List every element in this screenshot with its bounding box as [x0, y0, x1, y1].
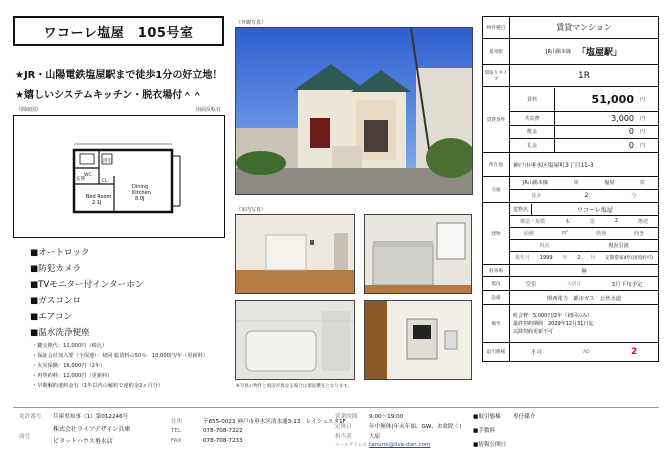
- license-value: 兵庫県知事（1）第012246号: [53, 414, 129, 420]
- mail-link[interactable]: tanumi@live-dan.com: [369, 442, 431, 448]
- floorplan-drawing: [14, 116, 224, 237]
- station-name: 「塩屋駅」: [576, 48, 622, 58]
- direction-value: 向き: [634, 230, 645, 237]
- money-label: 賃貸条件: [483, 87, 510, 152]
- bldg-name-label: 建物名: [510, 204, 532, 215]
- structure-floors: 2: [614, 218, 619, 224]
- vacancy-label: 現況: [483, 277, 510, 290]
- rent-value: 51,000: [591, 92, 634, 106]
- address-label: 所在地: [483, 153, 510, 176]
- feature-item: ■防犯カメラ: [30, 264, 82, 274]
- structure-unit: 造: [589, 218, 595, 225]
- walk-label: 徒歩: [531, 193, 542, 200]
- walk-value: 2: [584, 192, 589, 200]
- side-info-2: ■手数料: [473, 428, 496, 434]
- structure-floor-unit: 階建: [637, 218, 648, 225]
- deposit-unit: 円: [640, 129, 646, 135]
- side-info-1: ■取引態様: [473, 414, 501, 420]
- feature-list: [15, 246, 144, 338]
- area-unit: m²: [561, 230, 569, 236]
- common-fee-unit: 円: [640, 115, 646, 122]
- key-money-unit: 円: [640, 142, 646, 149]
- feature-item: ■温水洗浄便座: [30, 328, 90, 338]
- tel-label: TEL: [171, 428, 182, 434]
- floorplan-label-wc: WC: [84, 173, 92, 178]
- catch-copy-1: ★JR・山陽電鉄塩屋駅まで徒歩1分の好立地！: [15, 70, 223, 81]
- holiday-label: 定休日: [335, 424, 352, 430]
- note-line: ・火災保険：16,000円（2年）: [32, 363, 106, 369]
- area-label: 面積: [523, 230, 534, 237]
- floorplan-label-closet: CL: [102, 179, 108, 184]
- utility-label: 設備: [483, 291, 510, 304]
- key-money-value: 0: [628, 140, 634, 150]
- floorplan-room-bed-2: 2.1J: [92, 200, 102, 206]
- floorplan-rotation-note: 図面反転有: [196, 107, 222, 113]
- feature-item: ■オートロック: [30, 248, 90, 258]
- common-fee-value: 3,000: [611, 113, 634, 123]
- building-title: ワコーレ塩屋 105号室: [13, 16, 224, 46]
- mail-label: メールアドレス: [335, 443, 367, 448]
- deposit-value: 0: [628, 127, 634, 136]
- layout-label: 間取りタイプ: [483, 65, 510, 86]
- exterior-photo: [235, 27, 473, 195]
- ad-value: 2: [631, 347, 638, 357]
- person-value: 大原: [369, 434, 381, 440]
- fax-label: FAX: [171, 438, 182, 444]
- side-info-1-value: 専任媒介: [513, 414, 536, 420]
- bldg-name-value: ワコーレ塩屋: [577, 206, 613, 214]
- key-money-label: 礼金: [510, 139, 555, 152]
- deposit-label: 敷金: [510, 126, 555, 138]
- floorplan: [13, 115, 225, 238]
- company-label: 商号: [19, 434, 31, 440]
- station-label: 最寄駅: [483, 39, 510, 64]
- note-line: ・再契約料：11,000円（更新料）: [32, 373, 113, 379]
- floor-label: 階層: [596, 230, 607, 237]
- type-label: 物件種目: [483, 17, 510, 38]
- address-value: 〒655-0023 神戸市垂水区清水通3-13 レイシェスタ1F: [203, 419, 346, 425]
- property-table: [482, 16, 659, 362]
- interior-photo-room: [235, 214, 355, 294]
- catch-copy-2: ★嬉しいシステムキッチン・脱衣場付＾＾: [15, 90, 203, 101]
- fax-value: 078-708-7233: [203, 438, 243, 444]
- built-month-unit: 月: [590, 255, 596, 261]
- feature-item: ■ガスコンロ: [30, 296, 82, 306]
- structure-label: 構造・規模: [519, 218, 545, 225]
- access-line-unit: 線: [573, 180, 579, 187]
- ad-label: AD: [583, 349, 590, 355]
- interior-photo-label: 《室内写真》: [236, 207, 267, 213]
- side-info-3: ■情報公開日: [473, 442, 507, 448]
- note-line: ・鍵交換代：11,000円（税込）: [32, 343, 108, 349]
- tel-value[interactable]: 078-708-7222: [203, 428, 243, 434]
- access-station: 塩屋: [604, 180, 615, 187]
- address-label: 住所: [171, 419, 183, 425]
- floorplan-room-dk-3: 8.0J: [135, 196, 145, 202]
- remarks-line: 以降契約更新不可: [513, 328, 554, 335]
- building-section-label: 建物: [483, 203, 510, 264]
- exterior-photo-label: 《外観写真》: [236, 20, 267, 26]
- trade-label: 取引態様: [483, 343, 510, 361]
- parking-value: 無: [581, 268, 587, 275]
- interior-photo-kitchen: [364, 214, 472, 294]
- notes: [16, 342, 208, 389]
- note-line: ・保証会社加入要（全保連）：初回 総賃料の50％：10,000円/年（更新料）: [32, 353, 208, 359]
- move-in-label: 入居日: [567, 281, 581, 287]
- trade-value: 不可: [530, 350, 542, 356]
- floorplan-label-bath: 浴室: [103, 159, 112, 164]
- common-fee-label: 共益費: [510, 112, 555, 125]
- feature-item: ■TVモニター付インターホン: [30, 280, 144, 290]
- type-value: 賃貸マンション: [556, 23, 612, 32]
- rent-label: 賃料: [510, 88, 555, 111]
- built-label: 築年月: [514, 255, 530, 261]
- vacancy-value: 空室: [525, 281, 537, 288]
- station-line: JR山陽本線: [546, 49, 571, 55]
- floorplan-room-dk-1: Dining: [132, 184, 149, 190]
- remarks-line: 町会費：5,000円/2年（初回のみ）: [513, 312, 593, 319]
- floorplan-room-dk-2: Kitchen: [132, 190, 151, 196]
- address-value: 神戸市垂水区塩屋町3丁目11-3: [513, 163, 594, 169]
- feature-item: ■エアコン: [30, 312, 73, 322]
- holiday-value: 年中無休(年末年始、GW、お盆除く): [369, 424, 462, 430]
- built-year: 1999: [539, 254, 553, 261]
- utility-value: 関西電力 都市ガス 公営水道: [546, 295, 622, 302]
- access-line: JR山陽本線: [522, 180, 548, 187]
- built-month: 2: [577, 254, 581, 261]
- person-label: 担当者: [335, 434, 352, 440]
- note-line: ・早期解約違約金有（1年以内の解約で違約金2ヶ月分）: [32, 383, 164, 389]
- contract-value: 定期借家4年(再契約可): [605, 255, 654, 261]
- remarks-label: 備考: [483, 305, 510, 342]
- floorplan-label-entrance: 玄関: [76, 177, 85, 182]
- hours-value: 9:00～19:00: [369, 414, 404, 420]
- access-station-unit: 駅: [640, 180, 646, 187]
- company-name-2: ピタットハウス垂水店: [53, 438, 113, 445]
- hours-label: 営業時間: [335, 414, 358, 420]
- photo-caption: ※写真の物件と現況が異なる場合は現況優先となります。: [236, 384, 352, 389]
- parking-label: 駐車場: [483, 265, 510, 276]
- built-year-unit: 年: [562, 255, 568, 261]
- current-value: 現況引渡: [608, 242, 629, 249]
- structure-value: 木: [564, 218, 570, 225]
- move-in-value: 3月下旬予定: [611, 281, 643, 288]
- floorplan-room-bed-1: Bed Room: [86, 194, 112, 200]
- rent-unit: 円: [640, 96, 646, 103]
- walk-unit: 分: [631, 193, 637, 200]
- interior-photo-interphone: [364, 300, 472, 380]
- layout-value: 1R: [578, 70, 590, 81]
- access-label: 交通: [483, 177, 510, 202]
- remarks-line: 最終契約期間 2029年12月31日迄: [513, 320, 594, 327]
- footer: [13, 407, 659, 451]
- current-label: 現況: [539, 242, 550, 249]
- floorplan-label: 《間取図》: [16, 107, 42, 113]
- interior-photo-bath: [235, 300, 355, 380]
- company-name-1: 株式会社ライフデザイン兵庫: [53, 426, 131, 433]
- license-label: 免許番号: [19, 414, 42, 420]
